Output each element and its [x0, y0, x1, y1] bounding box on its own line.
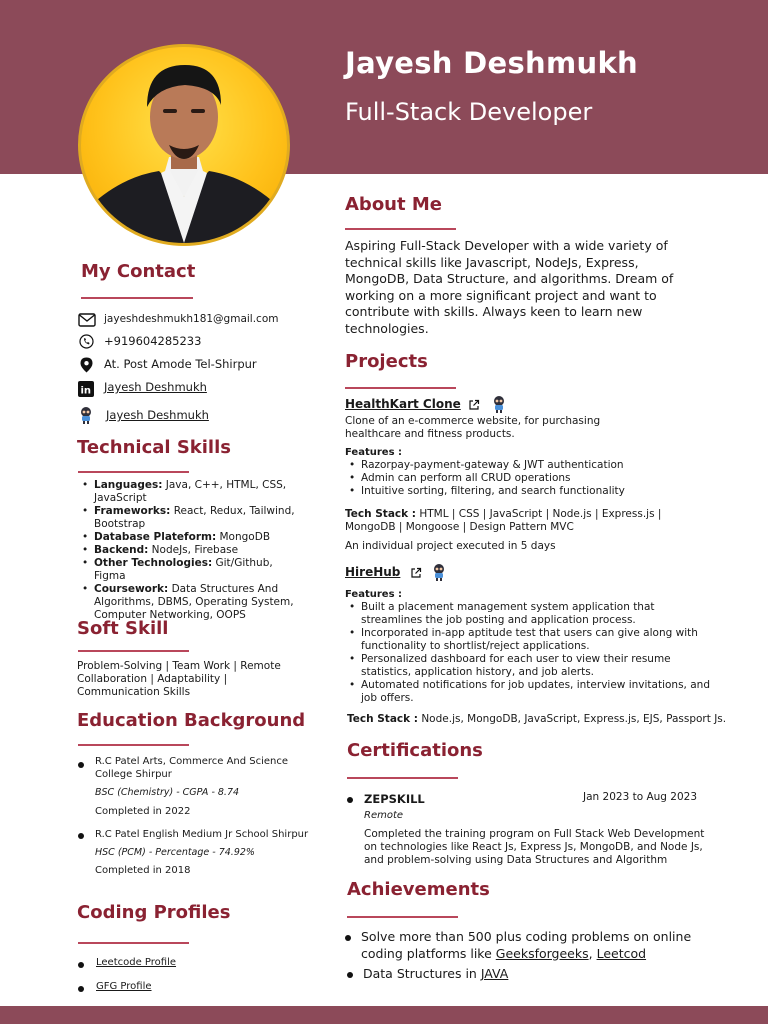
skill-item: • Other Technologies: Git/Github, Figma — [78, 557, 303, 583]
candidate-title: Full-Stack Developer — [345, 98, 593, 126]
achievement-item: Solve more than 500 plus coding problems on online coding platforms like Geeksforgeeks, Leetcod — [361, 929, 692, 961]
certification-bullet — [347, 797, 353, 803]
soft-skill-heading: Soft Skill — [77, 618, 169, 639]
feature-item: • Personalized dashboard for each user to view their resume statistics, application history, and job alerts. — [345, 653, 715, 679]
location-icon — [80, 357, 93, 373]
education-detail-1: BSC (Chemistry) - CGPA - 8.74 — [95, 787, 240, 798]
education-bullet — [78, 833, 84, 839]
profile-bullet — [78, 962, 84, 968]
skills-rule — [78, 471, 189, 473]
certification-description: Completed the training program on Full Stack Web Development on technologies like React Js, Express Js, MongoDB, and Node Js, and problem-solving using Data Structures and Algorithm — [364, 828, 705, 866]
github-octocat-icon[interactable] — [430, 563, 448, 581]
contact-rule — [81, 297, 193, 299]
projects-rule — [345, 387, 456, 389]
tech-stack-healthkart: Tech Stack : HTML | CSS | JavaScript | Node.js | Express.js | MongoDB | Mongoose | Design Pattern MVC — [345, 508, 662, 533]
candidate-name: Jayesh Deshmukh — [345, 46, 638, 80]
skill-item: • Coursework: Data Structures And Algorithms, DBMS, Operating System, Computer Networking, OOPS — [78, 583, 303, 622]
certifications-heading: Certifications — [347, 740, 483, 761]
project-features-list — [345, 459, 705, 498]
external-link-icon[interactable] — [410, 567, 422, 579]
contact-heading: My Contact — [81, 261, 196, 282]
certifications-rule — [347, 777, 458, 779]
feature-item: • Built a placement management system application that streamlines the job posting and application process. — [345, 601, 715, 627]
profile-bullet — [78, 986, 84, 992]
education-detail-2: HSC (PCM) - Percentage - 74.92% — [95, 847, 255, 858]
education-bullet — [78, 762, 84, 768]
project-features-list — [345, 601, 715, 705]
leetcode-link[interactable]: Leetcod — [596, 945, 647, 961]
skill-item: • Database Plateform: MongoDB — [78, 531, 303, 544]
certification-mode: Remote — [364, 810, 404, 821]
achievement-bullet — [347, 972, 353, 978]
about-rule — [345, 228, 456, 230]
feature-item: • Razorpay-payment-gateway & JWT authentication — [345, 459, 705, 472]
skills-list — [78, 479, 303, 622]
features-label: Features : — [345, 589, 403, 600]
soft-skill-text: Problem-Solving | Team Work | Remote Collaboration | Adaptability | Communication Skills — [77, 660, 281, 698]
linkedin-icon — [78, 381, 94, 397]
contact-phone[interactable]: +919604285233 — [104, 334, 202, 348]
coding-profiles-rule — [78, 942, 189, 944]
external-link-icon[interactable] — [468, 399, 480, 411]
education-year-2: Completed in 2018 — [95, 865, 191, 876]
projects-heading: Projects — [345, 351, 428, 372]
contact-email[interactable]: jayeshdeshmukh181@gmail.com — [104, 313, 279, 325]
footer-band — [0, 1006, 768, 1024]
certification-name: ZEPSKILL — [364, 792, 425, 806]
coding-profiles-heading: Coding Profiles — [77, 902, 231, 923]
profile-photo — [78, 44, 290, 246]
skill-item: • Backend: NodeJs, Firebase — [78, 544, 303, 557]
project-title-hirehub[interactable]: HireHub — [345, 565, 401, 579]
education-school-1: R.C Patel Arts, Commerce And Science College Shirpur — [95, 756, 289, 780]
project-note: An individual project executed in 5 days — [345, 540, 556, 552]
feature-item: • Admin can perform all CRUD operations — [345, 472, 705, 485]
contact-address: At. Post Amode Tel-Shirpur — [104, 357, 257, 371]
feature-item: • Intuitive sorting, filtering, and search functionality — [345, 485, 705, 498]
achievements-rule — [347, 916, 458, 918]
certification-dates: Jan 2023 to Aug 2023 — [583, 791, 698, 803]
skill-item: • Frameworks: React, Redux, Tailwind, Bootstrap — [78, 505, 303, 531]
tech-stack-hirehub: Tech Stack : Node.js, MongoDB, JavaScript, Express.js, EJS, Passport Js. — [347, 713, 727, 725]
contact-github-link[interactable]: Jayesh Deshmukh — [106, 408, 209, 422]
achievements-heading: Achievements — [347, 879, 490, 900]
achievement-bullet — [345, 935, 351, 941]
contact-linkedin-link[interactable]: Jayesh Deshmukh — [104, 380, 207, 394]
gfg-profile-link[interactable]: GFG Profile — [96, 981, 152, 992]
education-rule — [78, 744, 189, 746]
skill-item: • Languages: Java, C++, HTML, CSS, JavaScript — [78, 479, 303, 505]
about-heading: About Me — [345, 194, 442, 215]
geeksforgeeks-link[interactable]: Geeksforgeeks — [495, 945, 589, 961]
phone-icon — [79, 334, 94, 349]
feature-item: • Automated notifications for job updates, interview invitations, and job offers. — [345, 679, 715, 705]
features-label: Features : — [345, 447, 403, 458]
project-description: Clone of an e-commerce website, for purchasing healthcare and fitness products. — [345, 415, 601, 440]
leetcode-profile-link[interactable]: Leetcode Profile — [96, 957, 177, 968]
soft-skill-rule — [78, 650, 189, 652]
github-octocat-icon — [77, 406, 95, 424]
email-icon — [78, 313, 96, 327]
github-octocat-icon[interactable] — [490, 395, 508, 413]
svg-text:in: in — [80, 385, 92, 397]
java-link[interactable]: JAVA — [480, 966, 509, 981]
achievement-item: Data Structures in JAVA — [363, 966, 509, 981]
skills-heading: Technical Skills — [77, 437, 231, 458]
project-title-healthkart[interactable]: HealthKart Clone — [345, 397, 461, 411]
feature-item: • Incorporated in-app aptitude test that users can give along with functionality to shortlist/reject applications. — [345, 627, 715, 653]
education-school-2: R.C Patel English Medium Jr School Shirpur — [95, 829, 309, 840]
education-year-1: Completed in 2022 — [95, 806, 191, 817]
about-text: Aspiring Full-Stack Developer with a wide variety of technical skills like Javascript, NodeJs, Express, MongoDB, Data Structure, and algorithms. Dream of working on a more significant project and want to contribute with skills. Always keen to learn new technologies. — [345, 238, 674, 336]
education-heading: Education Background — [77, 710, 306, 731]
